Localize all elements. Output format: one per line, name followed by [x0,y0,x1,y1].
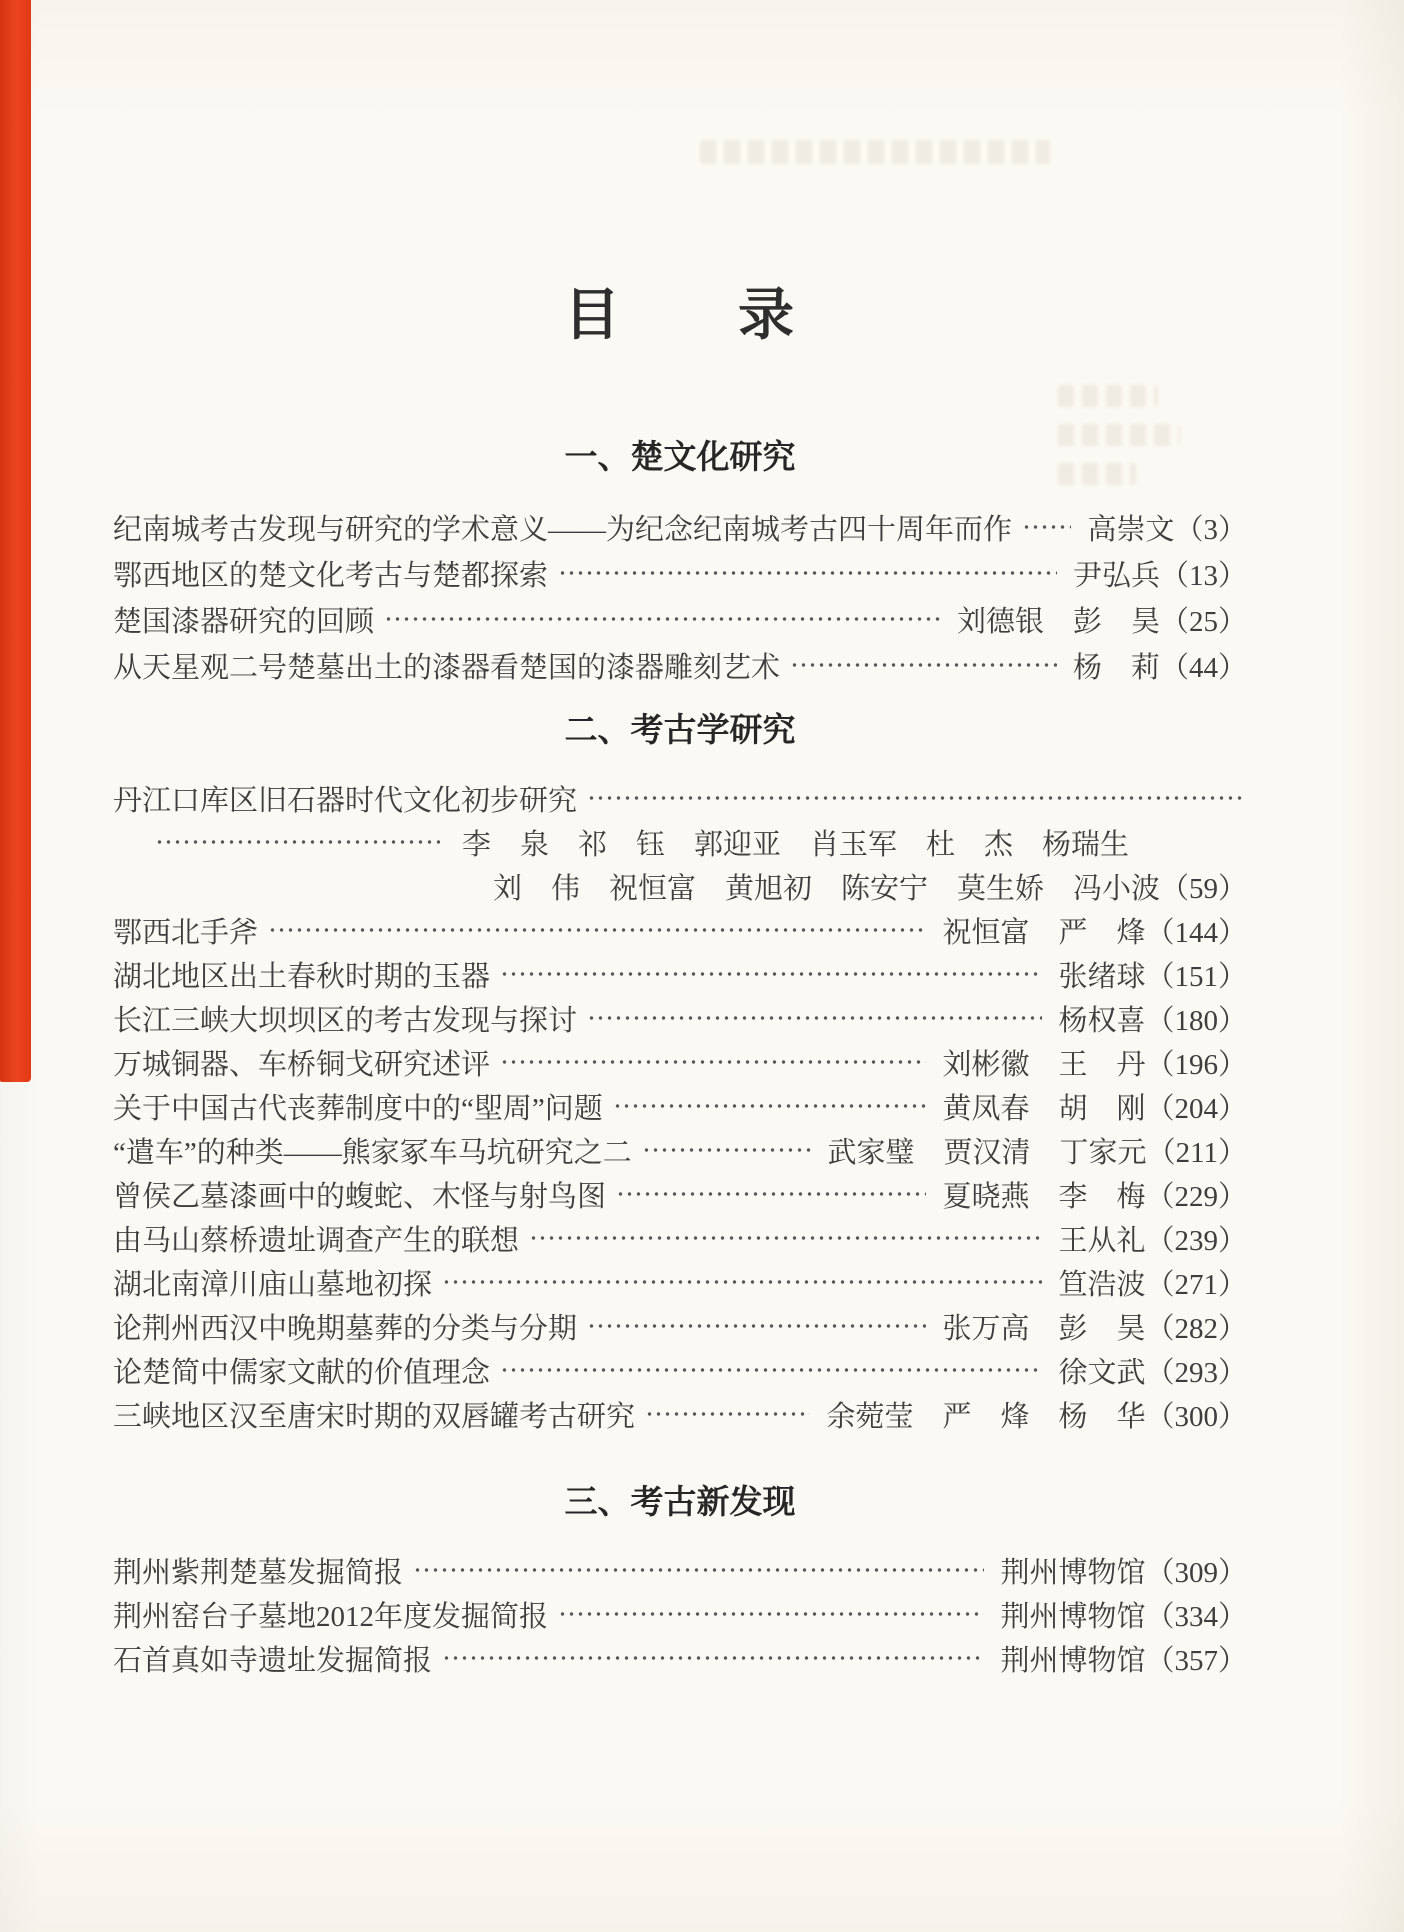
entry-authors: 杨权喜 [1058,1004,1146,1037]
toc-entry [113,1040,1247,1084]
entry-page-number: （3） [1174,513,1247,546]
entry-page-number: （44） [1159,651,1247,684]
dot-leader [498,952,1042,996]
entry-authors: 王从礼 [1058,1224,1146,1257]
entry-title: 鄂西地区的楚文化考古与楚都探索 [113,559,549,592]
entry-authors: 笪浩波 [1058,1268,1146,1301]
toc-entry [113,1392,1247,1436]
section-heading-3: 三、考古新发现 [564,1483,796,1520]
entry-title: 长江三峡大坝坝区的考古发现与探讨 [113,1004,578,1037]
toc-entry [113,550,1247,596]
entry-title: 湖北地区出土春秋时期的玉器 [113,960,491,993]
section-heading-1: 一、楚文化研究 [564,438,796,475]
entry-title: 由马山蔡桥遗址调查产生的联想 [113,1224,520,1257]
entry-page-number: （211） [1146,1136,1247,1169]
dot-leader [498,1348,1042,1392]
dot-leader [640,1128,812,1172]
entry-title: 荆州窑台子墓地2012年度发掘简报 [113,1600,549,1633]
entry-authors: 尹弘兵 [1072,559,1160,592]
entry-page-number: （239） [1145,1224,1247,1257]
toc-entry [113,1084,1247,1128]
book-spine-red-strip [0,0,31,1082]
dot-leader [556,550,1057,596]
entry-authors: 刘 伟 祝恒富 黄旭初 陈安宁 莫生娇 冯小波 [492,872,1160,905]
entry-authors: 余菀莹 严 烽 杨 华 [826,1400,1146,1433]
toc-entry [113,1304,1247,1348]
entry-title: 楚国漆器研究的回顾 [113,605,375,638]
entry-page-number: （59） [1159,872,1247,905]
entry-title: “遣车”的种类——熊家冢车马坑研究之二 [113,1136,632,1169]
entry-authors: 荆州博物馆 [1000,1644,1146,1677]
entry-title: 论楚简中儒家文献的价值理念 [113,1356,491,1389]
toc-entry [113,1636,1247,1680]
entry-page-number: （293） [1145,1356,1247,1389]
entry-authors: 徐文武 [1058,1356,1146,1389]
entry-page-number: （13） [1159,559,1247,592]
entry-authors: 夏晓燕 李 梅 [942,1180,1146,1213]
section-1-entries [113,504,1247,688]
dot-leader [266,908,926,952]
entry-page-number: （334） [1145,1600,1247,1633]
entry-title: 荆州紫荆楚墓发掘简报 [113,1556,404,1589]
entry-title: 从天星观二号楚墓出土的漆器看楚国的漆器雕刻艺术 [113,651,781,684]
entry-authors: 武家璧 贾汉清 丁家元 [827,1136,1147,1169]
dot-leader [585,776,1245,820]
entry-title: 湖北南漳川庙山墓地初探 [113,1268,433,1301]
toc-entry [113,1128,1247,1172]
section-2-entries [113,776,1247,1436]
page-title: 目 录 [564,285,796,347]
toc-entry [113,596,1247,642]
toc-entry [113,908,1247,952]
entry-authors: 张万高 彭 昊 [942,1312,1146,1345]
toc-entry-authors-continuation [113,864,1247,908]
dot-leader [440,1636,984,1680]
entry-title: 纪南城考古发现与研究的学术意义——为纪念纪南城考古四十周年而作 [113,513,1013,546]
toc-entry [113,1172,1247,1216]
entry-page-number: （300） [1145,1400,1247,1433]
toc-entry [113,996,1247,1040]
dot-leader [614,1172,926,1216]
entry-title: 石首真如寺遗址发掘简报 [113,1644,433,1677]
dot-leader [556,1592,984,1636]
dot-leader [1020,504,1071,550]
entry-title: 三峡地区汉至唐宋时期的双唇罐考古研究 [113,1400,636,1433]
dot-leader [382,596,941,642]
toc-entry [113,952,1247,996]
entry-page-number: （271） [1145,1268,1247,1301]
toc-entry [113,1260,1247,1304]
entry-title: 论荆州西汉中晚期墓葬的分类与分期 [113,1312,578,1345]
dot-leader [585,1304,926,1348]
dot-leader [788,642,1057,688]
toc-entry [113,1548,1247,1592]
entry-authors: 李 泉 祁 钰 郭迎亚 肖玉军 杜 杰 杨瑞生 [462,828,1130,861]
dot-leader [498,1040,926,1084]
toc-entry [113,1216,1247,1260]
entry-authors: 刘德银 彭 昊 [956,605,1160,638]
entry-authors: 张绪球 [1058,960,1146,993]
entry-page-number: （151） [1145,960,1247,993]
toc-entry-authors-continuation [113,820,1247,864]
section-heading-2: 二、考古学研究 [564,711,796,748]
toc-entry [113,1592,1247,1636]
toc-entry [113,1348,1247,1392]
entry-page-number: （144） [1145,916,1247,949]
toc-entry [113,642,1247,688]
entry-authors: 高崇文 [1087,513,1175,546]
entry-page-number: （204） [1145,1092,1247,1125]
entry-title: 万城铜器、车桥铜戈研究述评 [113,1048,491,1081]
entry-title: 鄂西北手斧 [113,916,259,949]
entry-page-number: （229） [1145,1180,1247,1213]
dot-leader [643,1392,810,1436]
entry-page-number: （180） [1145,1004,1247,1037]
entry-page-number: （196） [1145,1048,1247,1081]
entry-title: 曾侯乙墓漆画中的蝮蛇、木怪与射鸟图 [113,1180,607,1213]
entry-page-number: （309） [1145,1556,1247,1589]
entry-authors: 荆州博物馆 [1000,1556,1146,1589]
entry-authors: 杨 莉 [1072,651,1160,684]
dot-leader [440,1260,1042,1304]
toc-entry [113,776,1247,820]
entry-title: 关于中国古代丧葬制度中的“堲周”问题 [113,1092,603,1125]
dot-leader [527,1216,1042,1260]
entry-authors: 刘彬徽 王 丹 [942,1048,1146,1081]
entry-page-number: （25） [1159,605,1247,638]
entry-page-number: （357） [1145,1644,1247,1677]
entry-authors: 黄凤春 胡 刚 [942,1092,1146,1125]
entry-page-number: （282） [1145,1312,1247,1345]
dot-leader [611,1084,927,1128]
toc-entry [113,504,1247,550]
toc-content [113,0,1247,1680]
dot-leader [585,996,1042,1040]
entry-authors: 荆州博物馆 [1000,1600,1146,1633]
entry-title: 丹江口库区旧石器时代文化初步研究 [113,784,578,817]
dot-leader [411,1548,984,1592]
entry-authors: 祝恒富 严 烽 [942,916,1146,949]
section-3-entries [113,1548,1247,1680]
dot-leader [153,820,440,864]
